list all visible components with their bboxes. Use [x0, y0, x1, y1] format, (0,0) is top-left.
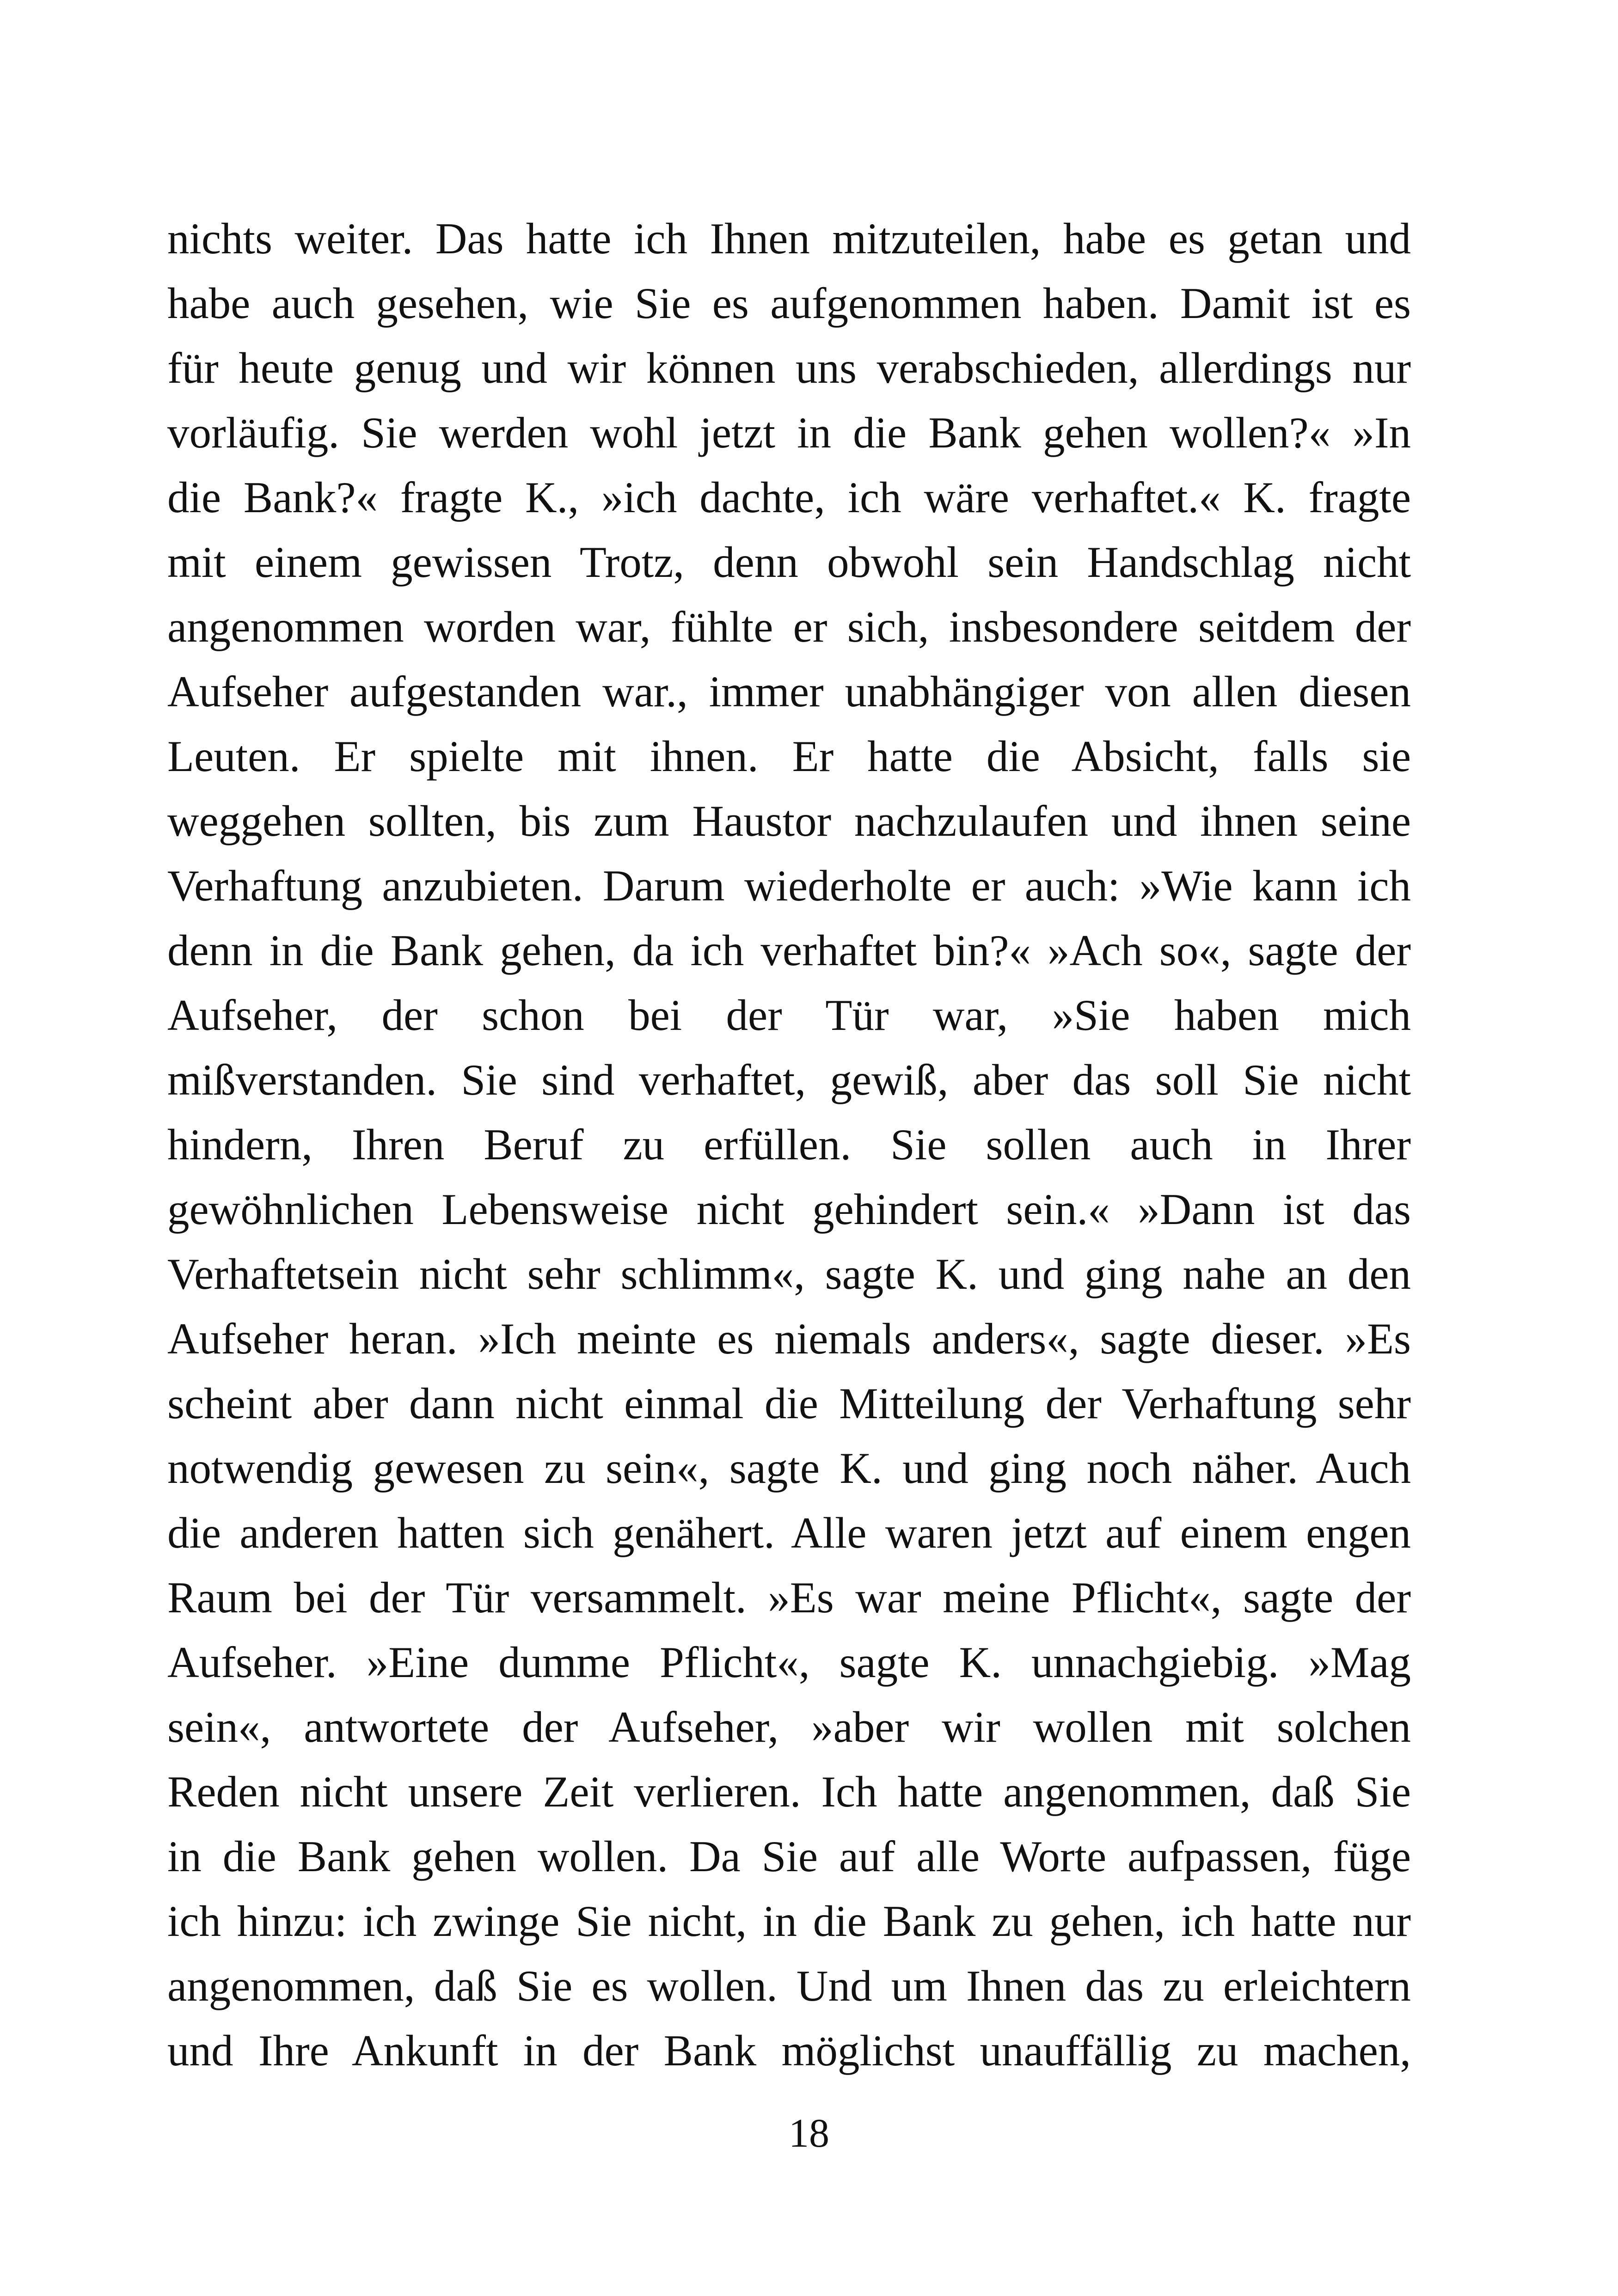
text-line-21: die anderen hatten sich genähert. Alle waren jetzt auf einem engen: [167, 1508, 1411, 1557]
text-line-8: Aufseher aufgestanden war., immer unabhängiger von allen diesen: [167, 667, 1411, 716]
text-line-22: Raum bei der Tür versammelt. »Es war meine Pflicht«, sagte der: [167, 1573, 1411, 1622]
body-text: [167, 206, 1411, 2083]
text-line-3: für heute genug und wir können uns verabschieden, allerdings nur: [167, 343, 1411, 392]
text-line-15: hindern, Ihren Beruf zu erfüllen. Sie sollen auch in Ihrer: [167, 1120, 1411, 1169]
text-line-1: nichts weiter. Das hatte ich Ihnen mitzuteilen, habe es getan und: [167, 214, 1411, 263]
text-line-7: angenommen worden war, fühlte er sich, insbesondere seitdem der: [167, 602, 1411, 651]
text-line-25: Reden nicht unsere Zeit verlieren. Ich hatte angenommen, daß Sie: [167, 1767, 1411, 1816]
text-line-14: mißverstanden. Sie sind verhaftet, gewiß, aber das soll Sie nicht: [167, 1055, 1411, 1104]
text-line-19: scheint aber dann nicht einmal die Mitteilung der Verhaftung sehr: [167, 1379, 1411, 1428]
text-line-9: Leuten. Er spielte mit ihnen. Er hatte die Absicht, falls sie: [167, 732, 1411, 781]
text-line-12: denn in die Bank gehen, da ich verhaftet bin?« »Ach so«, sagte der: [167, 926, 1411, 975]
text-line-23: Aufseher. »Eine dumme Pflicht«, sagte K. unnachgiebig. »Mag: [167, 1638, 1411, 1687]
text-line-5: die Bank?« fragte K., »ich dachte, ich wäre verhaftet.« K. fragte: [167, 473, 1411, 522]
text-line-17: Verhaftetsein nicht sehr schlimm«, sagte K. und ging nahe an den: [167, 1249, 1411, 1298]
page-number: 18: [789, 2111, 829, 2156]
text-line-10: weggehen sollten, bis zum Haustor nachzulaufen und ihnen seine: [167, 796, 1411, 845]
text-line-6: mit einem gewissen Trotz, denn obwohl sein Handschlag nicht: [167, 538, 1411, 587]
text-line-28: angenommen, daß Sie es wollen. Und um Ihnen das zu erleichtern: [167, 1961, 1411, 2010]
text-line-13: Aufseher, der schon bei der Tür war, »Sie haben mich: [167, 991, 1411, 1040]
text-line-27: ich hinzu: ich zwinge Sie nicht, in die Bank zu gehen, ich hatte nur: [167, 1897, 1411, 1946]
text-line-24: sein«, antwortete der Aufseher, »aber wir wollen mit solchen: [167, 1702, 1411, 1751]
text-line-29: und Ihre Ankunft in der Bank möglichst unauffällig zu machen,: [167, 2026, 1411, 2075]
text-line-16: gewöhnlichen Lebensweise nicht gehindert sein.« »Dann ist das: [167, 1185, 1411, 1234]
text-line-20: notwendig gewesen zu sein«, sagte K. und ging noch näher. Auch: [167, 1444, 1411, 1493]
text-line-11: Verhaftung anzubieten. Darum wiederholte er auch: »Wie kann ich: [167, 861, 1411, 910]
text-line-26: in die Bank gehen wollen. Da Sie auf alle Worte aufpassen, füge: [167, 1832, 1411, 1881]
text-line-4: vorläufig. Sie werden wohl jetzt in die Bank gehen wollen?« »In: [167, 408, 1411, 457]
text-line-2: habe auch gesehen, wie Sie es aufgenommen haben. Damit ist es: [167, 279, 1411, 328]
text-line-18: Aufseher heran. »Ich meinte es niemals anders«, sagte dieser. »Es: [167, 1314, 1411, 1363]
